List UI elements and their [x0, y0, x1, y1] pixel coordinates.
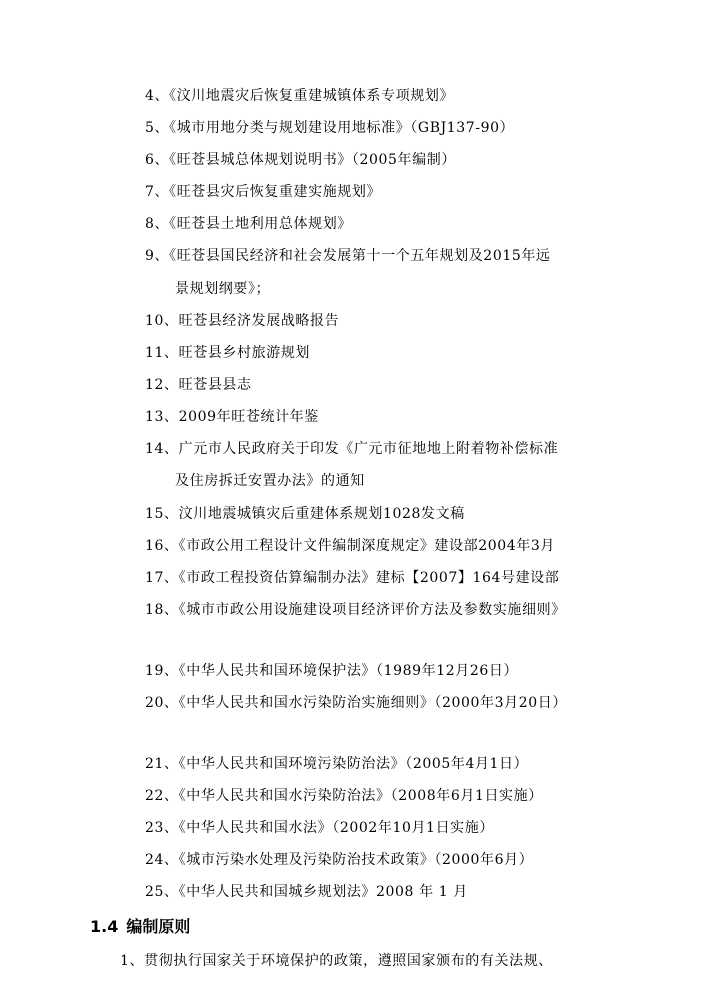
reference-item-continuation: 及住房拆迁安置办法》的通知 — [175, 473, 365, 489]
reference-item: 14、广元市人民政府关于印发《广元市征地地上附着物补偿标准 — [145, 441, 559, 457]
reference-item: 7、《旺苍县灾后恢复重建实施规划》 — [145, 184, 382, 200]
reference-item: 9、《旺苍县国民经济和社会发展第十一个五年规划及2015年远 — [145, 248, 551, 264]
reference-item: 16、《市政公用工程设计文件编制深度规定》建设部2004年3月 — [145, 538, 555, 554]
reference-item: 4、《汶川地震灾后恢复重建城镇体系专项规划》 — [145, 88, 455, 104]
reference-item: 21、《中华人民共和国环境污染防治法》（2005年4月1日） — [145, 756, 529, 772]
reference-item: 13、2009年旺苍统计年鉴 — [145, 409, 319, 425]
reference-item: 10、旺苍县经济发展战略报告 — [145, 313, 340, 329]
section-heading — [90, 917, 190, 937]
reference-item: 15、汶川地震城镇灾后重建体系规划1028发文稿 — [145, 506, 465, 522]
reference-item: 11、旺苍县乡村旅游规划 — [145, 345, 311, 361]
reference-item: 5、《城市用地分类与规划建设用地标准》（GBJ137-90） — [145, 120, 515, 136]
reference-item: 25、《中华人民共和国城乡规划法》2008 年 1 月 — [145, 884, 468, 900]
reference-item: 23、《中华人民共和国水法》（2002年10月1日实施） — [145, 820, 494, 836]
reference-item: 18、《城市市政公用设施建设项目经济评价方法及参数实施细则》 — [145, 602, 566, 618]
section-title: 编制原则 — [126, 917, 191, 936]
reference-item: 8、《旺苍县土地利用总体规划》 — [145, 216, 352, 232]
reference-item: 22、《中华人民共和国水污染防治法》（2008年6月1日实施） — [145, 788, 543, 804]
reference-item: 6、《旺苍县城总体规划说明书》（2005年编制） — [145, 152, 456, 168]
reference-item: 24、《城市污染水处理及污染防治技术政策》（2000年6月） — [145, 852, 534, 868]
reference-item: 12、旺苍县县志 — [145, 377, 252, 393]
reference-item-continuation: 景规划纲要》； — [175, 281, 271, 297]
reference-item: 17、《市政工程投资估算编制办法》建标【2007】164号建设部 — [145, 570, 560, 586]
section-number: 1.4 — [90, 917, 119, 936]
principle-item: 1、贯彻执行国家关于环境保护的政策，遵照国家颁布的有关法规、 — [120, 953, 553, 969]
reference-item: 20、《中华人民共和国水污染防治实施细则》（2000年3月20日） — [145, 695, 567, 711]
reference-item: 19、《中华人民共和国环境保护法》（1989年12月26日） — [145, 663, 519, 679]
